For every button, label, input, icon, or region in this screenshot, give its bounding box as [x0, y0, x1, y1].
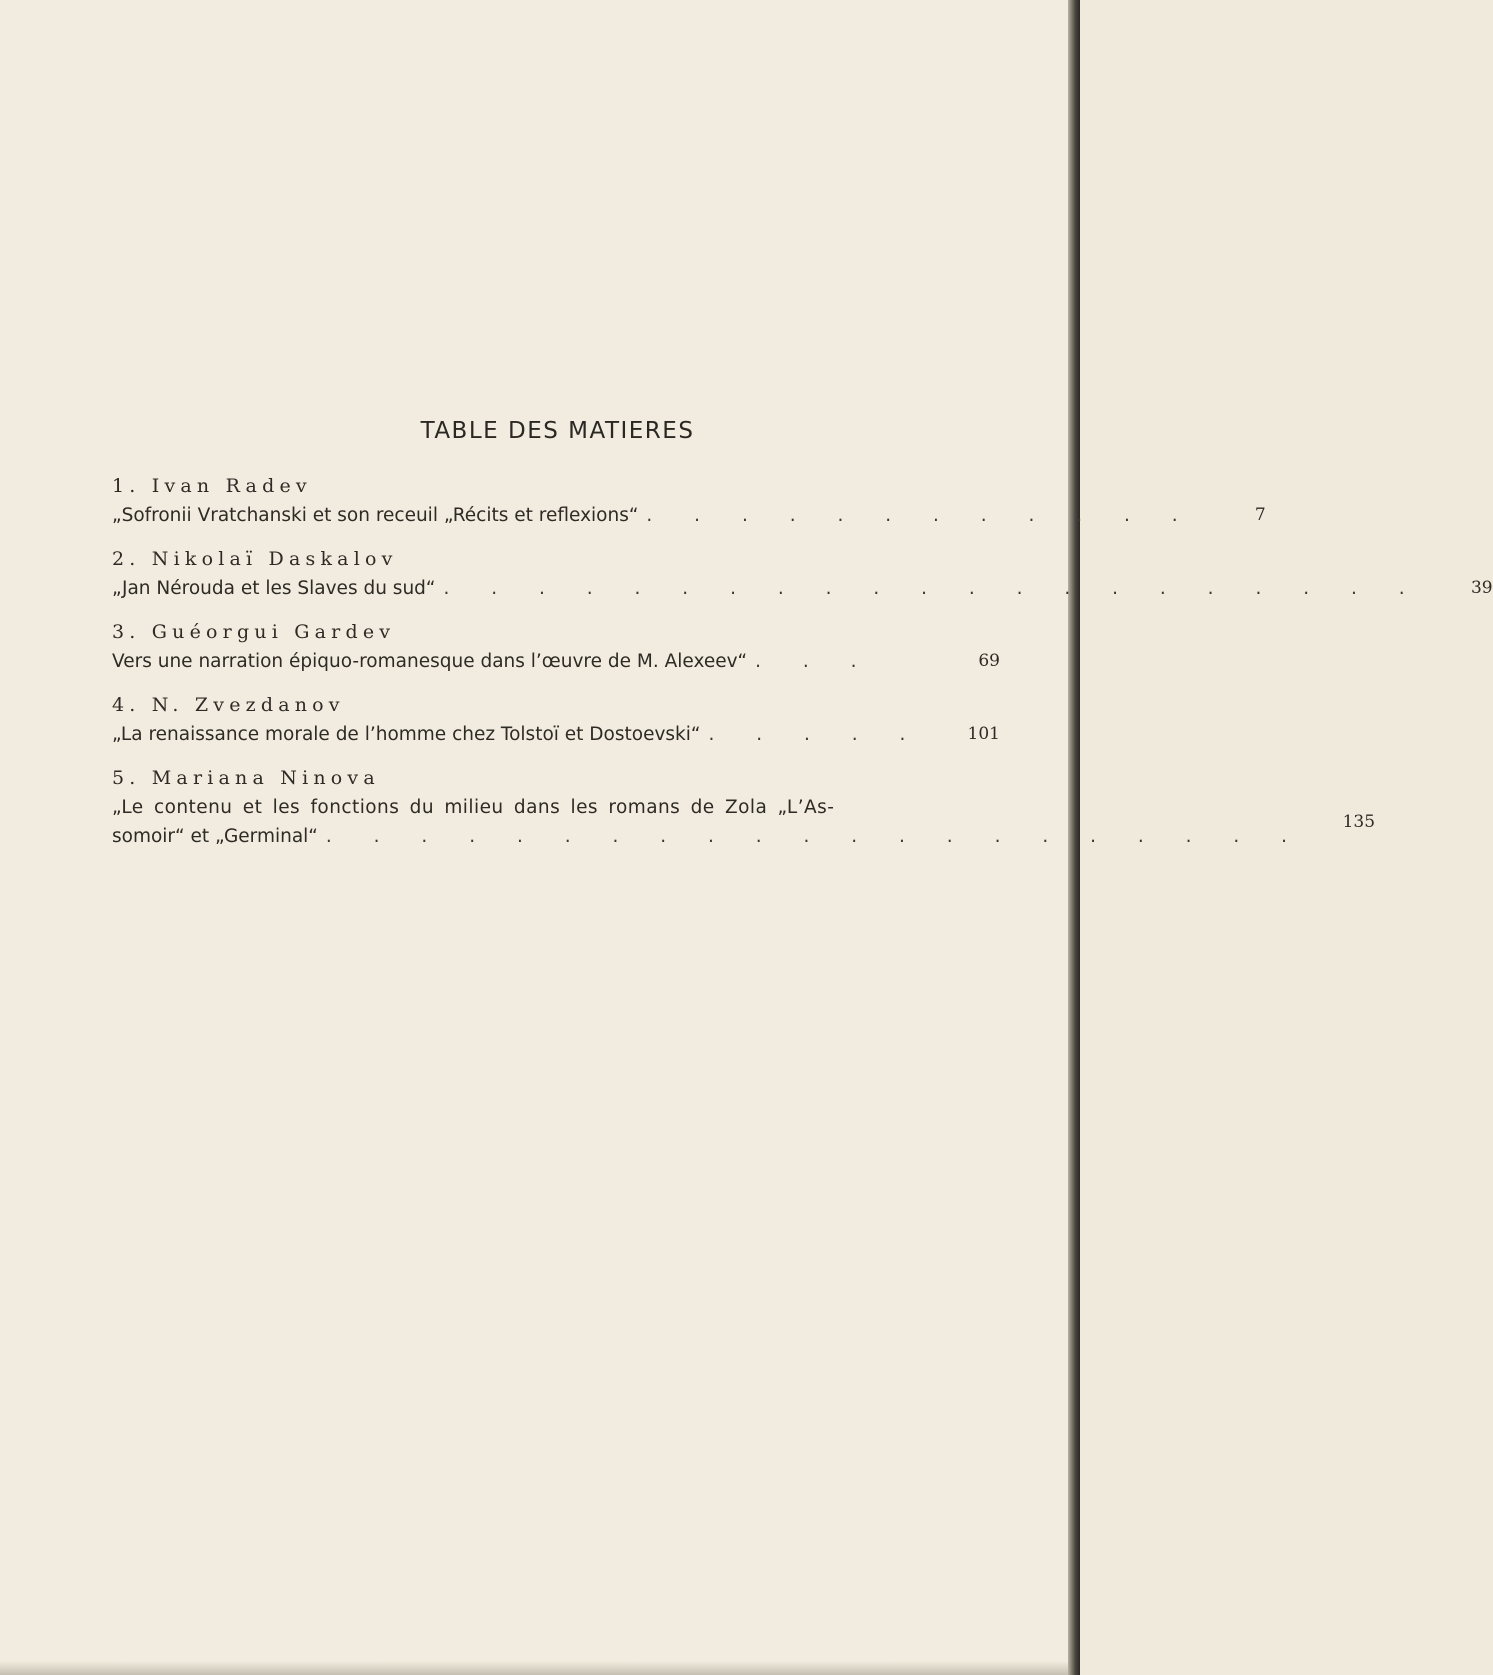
toc-title-block — [112, 793, 1305, 851]
toc-author: 5. Mariana Ninova — [112, 767, 380, 789]
toc-entry — [112, 472, 1266, 530]
toc-entry — [112, 618, 1000, 676]
toc-title: „La renaissance morale de l’homme chez Tolstoï et Dostoevski“ — [112, 724, 701, 745]
toc-leader-dots: . . . . . . . . . . . . . . . . . . . . . — [325, 826, 1306, 847]
toc-page-number: 7 — [1254, 505, 1266, 525]
toc-line — [112, 822, 1305, 851]
toc-page-number: 69 — [978, 651, 1000, 671]
toc-leader-dots: . . . . . — [708, 724, 924, 745]
toc-entry — [112, 545, 1493, 603]
toc-title-line-1: „Le contenu et les fonctions du milieu dans les romans de Zola „L’As- — [112, 797, 835, 818]
page-bottom-shadow — [0, 1661, 1068, 1675]
toc-line — [112, 501, 1266, 530]
toc-line — [112, 720, 1000, 749]
toc-line — [112, 574, 1493, 603]
page-title: TABLE DES MATIERES — [420, 418, 695, 444]
toc-wrapped-line — [112, 793, 1376, 851]
toc-title: „Jan Nérouda et les Slaves du sud“ — [112, 578, 436, 599]
toc-page-number: 135 — [1342, 812, 1376, 832]
toc-author: 3. Guéorgui Gardev — [112, 621, 396, 643]
toc-entry — [112, 764, 1376, 851]
toc-leader-dots: . . . . . . . . . . . . . . . . . . . . . — [443, 578, 1423, 599]
toc-author: 4. N. Zvezdanov — [112, 694, 345, 716]
table-of-contents — [112, 472, 1493, 866]
toc-title: Vers une narration épiquo-romanesque dans l’œuvre de M. Alexeev“ — [112, 651, 748, 672]
toc-title: „Sofronii Vratchanski et son receuil „Récits et reflexions“ — [112, 505, 639, 526]
toc-leader-dots: . . . — [755, 651, 875, 672]
toc-page-number: 101 — [967, 724, 1000, 744]
toc-leader-dots: . . . . . . . . . . . . — [646, 505, 1196, 526]
toc-author: 1. Ivan Radev — [112, 475, 312, 497]
toc-entry — [112, 691, 1000, 749]
toc-line — [112, 647, 1000, 676]
toc-author: 2. Nikolaï Daskalov — [112, 548, 398, 570]
toc-title-line-2: somoir“ et „Germinal“ — [112, 826, 318, 847]
toc-page-number: 39 — [1470, 578, 1493, 598]
